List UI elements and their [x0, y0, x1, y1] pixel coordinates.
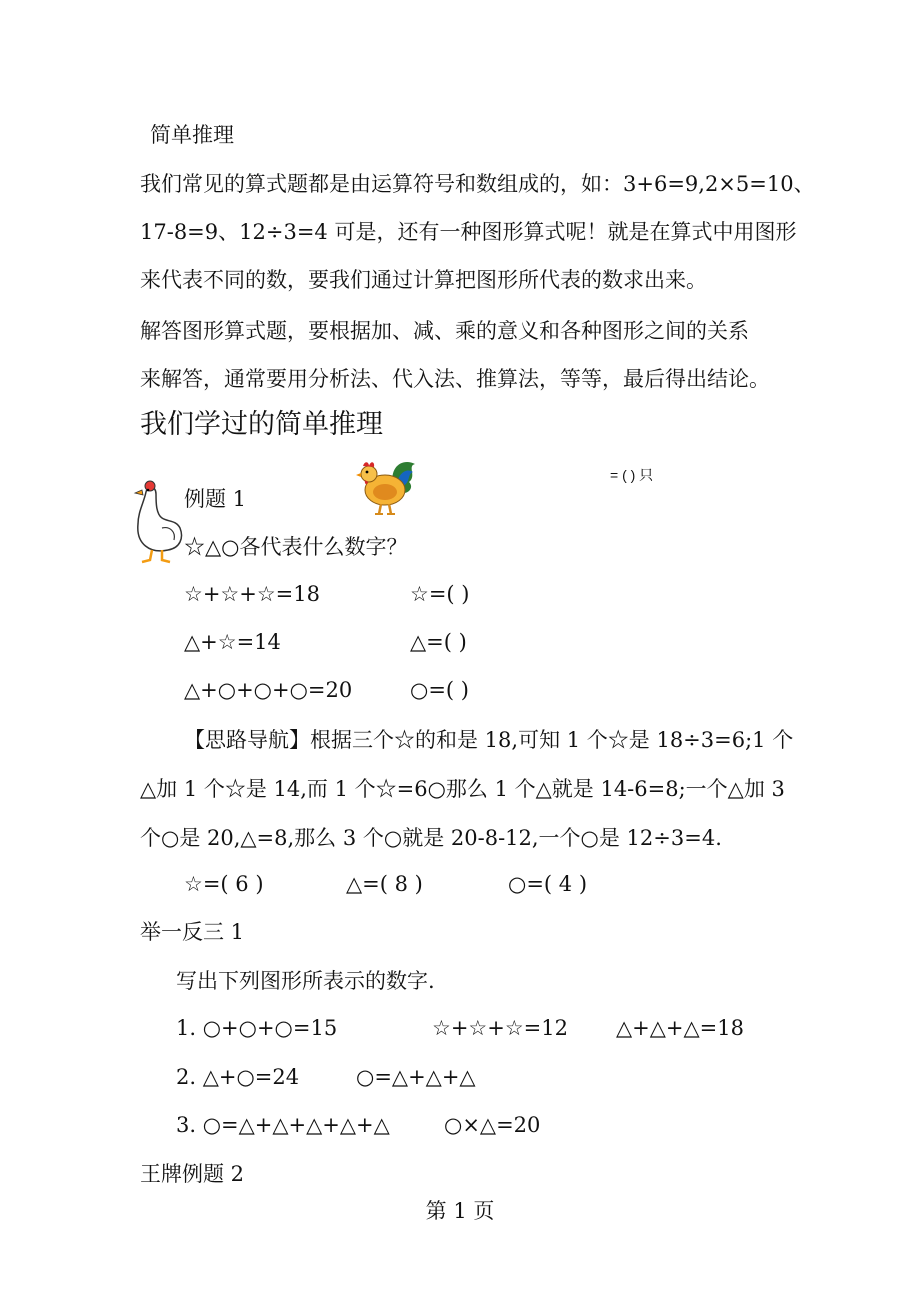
intro-line-2: 17-8=9、12÷3=4 可是，还有一种图形算式呢！就是在算式中用图形 — [140, 220, 797, 244]
example1-answer-1: ☆=( ) — [410, 582, 470, 606]
practice1-q2-b: ○=△+△+△ — [356, 1065, 476, 1089]
practice1-instruction: 写出下列图形所表示的数字. — [176, 969, 435, 993]
guide-line-3: 个○是 20,△=8,那么 3 个○就是 20-8-12,一个○是 12÷3=4. — [140, 826, 722, 850]
example1-label: 例题 1 — [184, 487, 247, 511]
goose-icon — [128, 478, 186, 564]
method-line-2: 来解答，通常要用分析法、代入法、推算法，等等，最后得出结论。 — [140, 367, 770, 391]
practice1-q3-a: 3. ○=△+△+△+△+△ — [176, 1113, 390, 1137]
result-circle: ○=( 4 ) — [508, 872, 588, 896]
example1-equation-2: △+☆=14 — [184, 630, 281, 654]
example1-equation-3: △+○+○+○=20 — [184, 678, 353, 702]
example1-equation-1: ☆+☆+☆=18 — [184, 582, 320, 606]
section-heading: 我们学过的简单推理 — [140, 409, 383, 440]
result-triangle: △=( 8 ) — [346, 872, 423, 896]
guide-line-2: △加 1 个☆是 14,而 1 个☆=6○那么 1 个△就是 14-6=8;一个△加 3 — [140, 777, 785, 801]
example1-answer-3: ○=( ) — [410, 678, 469, 702]
practice1-q1-c: △+△+△=18 — [616, 1016, 744, 1040]
intro-line-3: 来代表不同的数，要我们通过计算把图形所代表的数求出来。 — [140, 268, 707, 292]
page-number: 第 1 页 — [425, 1199, 495, 1223]
result-star: ☆=( 6 ) — [184, 872, 264, 896]
rooster-icon — [355, 456, 421, 518]
doc-title: 简单推理 — [150, 123, 234, 147]
practice1-q3-b: ○×△=20 — [444, 1113, 541, 1137]
example1-question: ☆△○各代表什么数字？ — [184, 535, 408, 559]
practice1-q1-b: ☆+☆+☆=12 — [432, 1016, 568, 1040]
example1-answer-2: △=( ) — [410, 630, 467, 654]
practice1-label: 举一反三 1 — [140, 920, 245, 944]
intro-line-1: 我们常见的算式题都是由运算符号和数组成的，如：3+6=9,2×5=10、 — [140, 172, 815, 196]
example2-label: 王牌例题 2 — [140, 1162, 245, 1186]
practice1-q2-a: 2. △+○=24 — [176, 1065, 300, 1089]
guide-line-1: 【思路导航】根据三个☆的和是 18,可知 1 个☆是 18÷3=6;1 个 — [184, 728, 794, 752]
method-line-1: 解答图形算式题，要根据加、减、乘的意义和各种图形之间的关系 — [140, 319, 749, 343]
practice1-q1-a: 1. ○+○+○=15 — [176, 1016, 338, 1040]
answer-blank-text: = ( ) 只 — [610, 467, 654, 483]
